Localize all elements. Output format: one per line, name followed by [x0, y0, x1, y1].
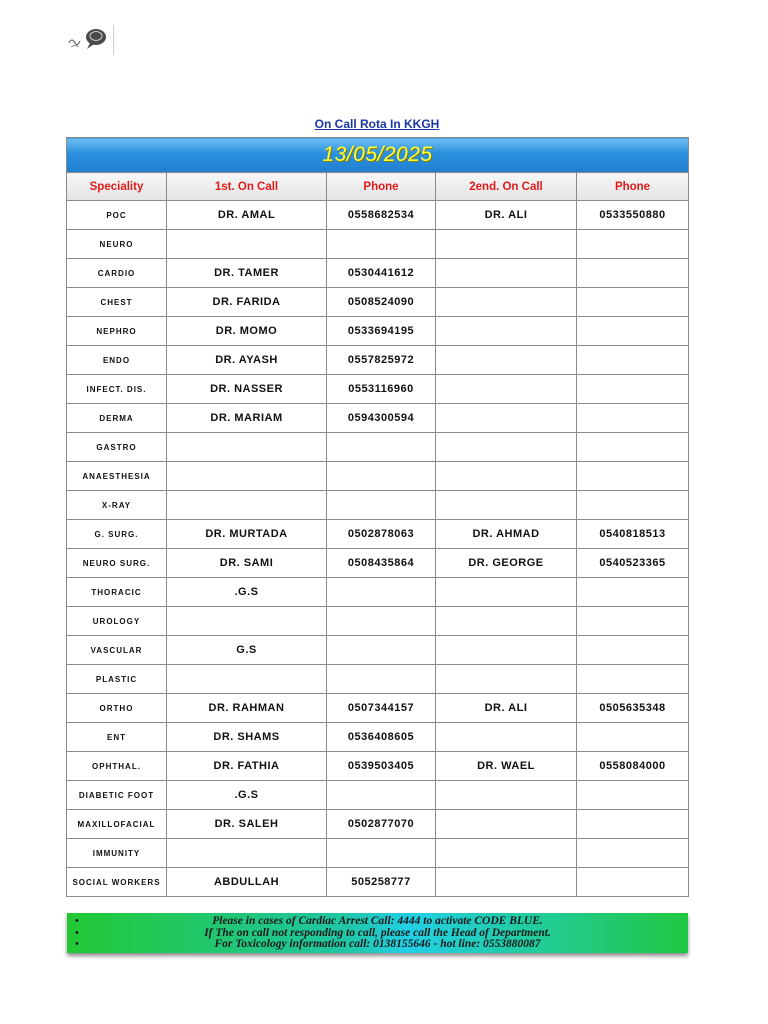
- second-on-call-cell: [436, 491, 577, 520]
- second-phone-cell: [577, 404, 689, 433]
- first-phone-cell: 0508524090: [327, 288, 436, 317]
- page-title: On Call Rota In KKGH: [314, 117, 440, 131]
- second-phone-cell: [577, 317, 689, 346]
- second-on-call-cell: [436, 230, 577, 259]
- speciality-cell: INFECT. DIS.: [67, 375, 167, 404]
- table-row: [67, 346, 689, 375]
- second-on-call-cell: [436, 259, 577, 288]
- table-row: [67, 230, 689, 259]
- speciality-cell: VASCULAR: [67, 636, 167, 665]
- first-phone-cell: [327, 665, 436, 694]
- first-on-call-cell: DR. AMAL: [167, 201, 327, 230]
- second-phone-cell: [577, 781, 689, 810]
- second-on-call-cell: [436, 317, 577, 346]
- note-text: If The on call not responding to call, please call the Head of Department.: [204, 926, 551, 939]
- bullet-icon: •: [75, 926, 79, 939]
- speciality-cell: NEURO SURG.: [67, 549, 167, 578]
- speciality-cell: NEPHRO: [67, 317, 167, 346]
- first-on-call-cell: DR. RAHMAN: [167, 694, 327, 723]
- table-row: [67, 578, 689, 607]
- second-phone-cell: [577, 230, 689, 259]
- first-phone-cell: [327, 578, 436, 607]
- logo: [65, 25, 114, 55]
- chat-bubble-logo-icon: [65, 25, 113, 55]
- table-row: [67, 404, 689, 433]
- speciality-cell: MAXILLOFACIAL: [67, 810, 167, 839]
- first-phone-cell: 0502877070: [327, 810, 436, 839]
- speciality-cell: NEURO: [67, 230, 167, 259]
- speciality-cell: PLASTIC: [67, 665, 167, 694]
- speciality-cell: ENT: [67, 723, 167, 752]
- first-on-call-cell: [167, 230, 327, 259]
- table-row: [67, 636, 689, 665]
- first-on-call-cell: DR. SALEH: [167, 810, 327, 839]
- second-phone-cell: 0533550880: [577, 201, 689, 230]
- speciality-cell: ANAESTHESIA: [67, 462, 167, 491]
- first-phone-cell: 0539503405: [327, 752, 436, 781]
- first-on-call-cell: [167, 665, 327, 694]
- second-phone-cell: 0540523365: [577, 549, 689, 578]
- second-phone-cell: [577, 607, 689, 636]
- speciality-cell: ENDO: [67, 346, 167, 375]
- second-on-call-cell: [436, 578, 577, 607]
- column-header-first-phone: Phone: [327, 173, 436, 201]
- first-on-call-cell: .G.S: [167, 781, 327, 810]
- first-on-call-cell: DR. TAMER: [167, 259, 327, 288]
- second-on-call-cell: [436, 810, 577, 839]
- table-row: [67, 549, 689, 578]
- note-item: [67, 939, 688, 951]
- speciality-cell: GASTRO: [67, 433, 167, 462]
- speciality-cell: DIABETIC FOOT: [67, 781, 167, 810]
- speciality-cell: X-RAY: [67, 491, 167, 520]
- second-on-call-cell: [436, 665, 577, 694]
- second-phone-cell: [577, 810, 689, 839]
- first-on-call-cell: ABDULLAH: [167, 868, 327, 897]
- second-on-call-cell: [436, 868, 577, 897]
- first-phone-cell: [327, 433, 436, 462]
- table-row: [67, 723, 689, 752]
- notes-banner: [67, 913, 688, 953]
- bullet-icon: •: [75, 938, 79, 950]
- note-text: For Toxicology information call: 0138155646 - hot line: 0553880087: [214, 938, 541, 950]
- speciality-cell: POC: [67, 201, 167, 230]
- second-on-call-cell: [436, 433, 577, 462]
- speciality-cell: IMMUNITY: [67, 839, 167, 868]
- first-phone-cell: [327, 839, 436, 868]
- speciality-cell: DERMA: [67, 404, 167, 433]
- second-phone-cell: [577, 259, 689, 288]
- on-call-table: [66, 137, 689, 897]
- first-phone-cell: [327, 607, 436, 636]
- second-on-call-cell: [436, 288, 577, 317]
- first-phone-cell: [327, 781, 436, 810]
- bullet-icon: •: [75, 915, 79, 927]
- table-row: [67, 433, 689, 462]
- second-on-call-cell: [436, 607, 577, 636]
- second-phone-cell: [577, 346, 689, 375]
- speciality-cell: CHEST: [67, 288, 167, 317]
- first-phone-cell: 0507344157: [327, 694, 436, 723]
- table-row: [67, 665, 689, 694]
- second-phone-cell: [577, 665, 689, 694]
- second-on-call-cell: [436, 404, 577, 433]
- first-phone-cell: [327, 230, 436, 259]
- first-on-call-cell: [167, 433, 327, 462]
- speciality-cell: CARDIO: [67, 259, 167, 288]
- first-phone-cell: 0594300594: [327, 404, 436, 433]
- first-on-call-cell: DR. FARIDA: [167, 288, 327, 317]
- table-row: [67, 694, 689, 723]
- first-on-call-cell: [167, 491, 327, 520]
- table-row: [67, 288, 689, 317]
- second-phone-cell: [577, 839, 689, 868]
- first-on-call-cell: DR. SHAMS: [167, 723, 327, 752]
- table-row: [67, 781, 689, 810]
- speciality-cell: OPHTHAL.: [67, 752, 167, 781]
- second-phone-cell: 0558084000: [577, 752, 689, 781]
- second-on-call-cell: DR. WAEL: [436, 752, 577, 781]
- speciality-cell: SOCIAL WORKERS: [67, 868, 167, 897]
- second-phone-cell: [577, 433, 689, 462]
- first-on-call-cell: G.S: [167, 636, 327, 665]
- table-row: [67, 317, 689, 346]
- table-row: [67, 462, 689, 491]
- first-phone-cell: 0508435864: [327, 549, 436, 578]
- second-on-call-cell: [436, 636, 577, 665]
- first-on-call-cell: [167, 607, 327, 636]
- first-phone-cell: 0502878063: [327, 520, 436, 549]
- second-on-call-cell: [436, 346, 577, 375]
- table-body: [67, 201, 689, 897]
- rota-date: 13/05/2025: [67, 138, 689, 173]
- second-phone-cell: [577, 578, 689, 607]
- first-phone-cell: 505258777: [327, 868, 436, 897]
- table-row: [67, 868, 689, 897]
- first-phone-cell: 0536408605: [327, 723, 436, 752]
- first-on-call-cell: DR. FATHIA: [167, 752, 327, 781]
- column-header-second-phone: Phone: [577, 173, 689, 201]
- table-row: [67, 491, 689, 520]
- first-on-call-cell: DR. NASSER: [167, 375, 327, 404]
- second-on-call-cell: DR. GEORGE: [436, 549, 577, 578]
- second-on-call-cell: DR. AHMAD: [436, 520, 577, 549]
- second-phone-cell: [577, 868, 689, 897]
- speciality-cell: UROLOGY: [67, 607, 167, 636]
- table-row: [67, 259, 689, 288]
- note-text: Please in cases of Cardiac Arrest Call: 4444 to activate CODE BLUE.: [212, 915, 543, 927]
- second-on-call-cell: DR. ALI: [436, 201, 577, 230]
- first-on-call-cell: .G.S: [167, 578, 327, 607]
- second-phone-cell: [577, 723, 689, 752]
- second-on-call-cell: [436, 462, 577, 491]
- speciality-cell: ORTHO: [67, 694, 167, 723]
- second-phone-cell: [577, 491, 689, 520]
- first-phone-cell: 0557825972: [327, 346, 436, 375]
- speciality-cell: G. SURG.: [67, 520, 167, 549]
- first-on-call-cell: [167, 462, 327, 491]
- table-row: [67, 375, 689, 404]
- second-on-call-cell: [436, 375, 577, 404]
- table-row: [67, 752, 689, 781]
- column-header-first-on-call: 1st. On Call: [167, 173, 327, 201]
- second-phone-cell: 0540818513: [577, 520, 689, 549]
- table-row: [67, 810, 689, 839]
- second-on-call-cell: [436, 723, 577, 752]
- table-row: [67, 607, 689, 636]
- first-phone-cell: 0553116960: [327, 375, 436, 404]
- first-phone-cell: 0558682534: [327, 201, 436, 230]
- first-on-call-cell: DR. MARIAM: [167, 404, 327, 433]
- first-on-call-cell: DR. MURTADA: [167, 520, 327, 549]
- first-on-call-cell: DR. MOMO: [167, 317, 327, 346]
- second-on-call-cell: [436, 781, 577, 810]
- column-header-speciality: Speciality: [67, 173, 167, 201]
- first-phone-cell: [327, 636, 436, 665]
- second-on-call-cell: DR. ALI: [436, 694, 577, 723]
- first-phone-cell: [327, 491, 436, 520]
- second-on-call-cell: [436, 839, 577, 868]
- second-phone-cell: 0505635348: [577, 694, 689, 723]
- speciality-cell: THORACIC: [67, 578, 167, 607]
- table-row: [67, 520, 689, 549]
- first-on-call-cell: [167, 839, 327, 868]
- first-on-call-cell: DR. SAMI: [167, 549, 327, 578]
- first-phone-cell: [327, 462, 436, 491]
- first-phone-cell: 0533694195: [327, 317, 436, 346]
- second-phone-cell: [577, 288, 689, 317]
- second-phone-cell: [577, 375, 689, 404]
- first-on-call-cell: DR. AYASH: [167, 346, 327, 375]
- second-phone-cell: [577, 636, 689, 665]
- table-row: [67, 839, 689, 868]
- second-phone-cell: [577, 462, 689, 491]
- first-phone-cell: 0530441612: [327, 259, 436, 288]
- table-header-row: [67, 173, 689, 201]
- column-header-second-on-call: 2end. On Call: [436, 173, 577, 201]
- table-row: [67, 201, 689, 230]
